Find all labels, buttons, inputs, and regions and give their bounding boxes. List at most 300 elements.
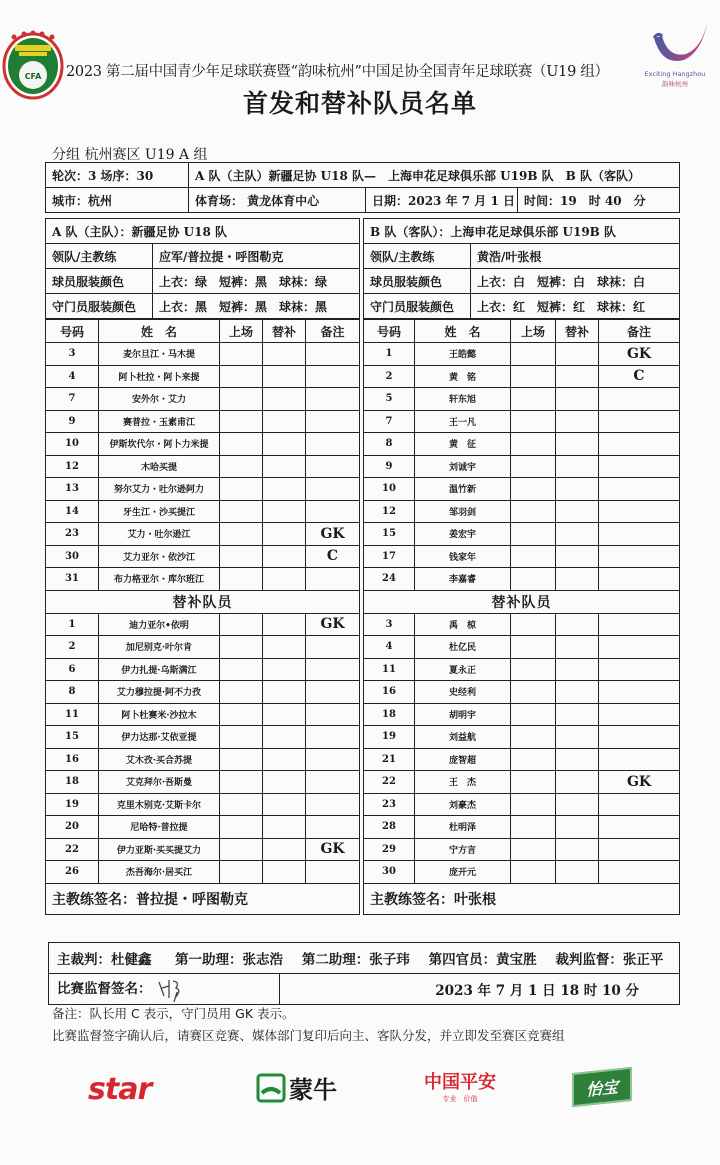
played-cell	[220, 388, 263, 411]
substitute-cell	[556, 343, 599, 366]
remark-cell	[599, 410, 680, 433]
team-a-section	[45, 218, 360, 915]
notes	[52, 1003, 565, 1047]
substitute-cell	[263, 861, 306, 884]
team-a-title: A 队（主队）：新疆足协 U18 队	[46, 219, 360, 244]
substitute-cell	[556, 523, 599, 546]
player-row	[364, 726, 680, 749]
player-number: 8	[364, 433, 415, 456]
played-cell	[511, 500, 556, 523]
player-name: 王一凡	[415, 410, 511, 433]
player-name: 邹羽剑	[415, 500, 511, 523]
remark-cell	[306, 726, 360, 749]
player-row	[46, 455, 360, 478]
group-label: 分组 杭州赛区 U19 A 组	[52, 147, 208, 163]
substitute-cell	[556, 613, 599, 636]
played-cell	[220, 861, 263, 884]
col-number: 号码	[46, 320, 99, 343]
commissioner-label: 比赛监督签名：	[57, 981, 152, 997]
remark-cell: GK	[599, 343, 680, 366]
remark-cell	[306, 793, 360, 816]
played-cell	[220, 613, 263, 636]
remark-cell: GK	[599, 771, 680, 794]
substitute-cell	[556, 388, 599, 411]
played-cell	[220, 681, 263, 704]
substitute-cell	[556, 545, 599, 568]
player-row	[46, 613, 360, 636]
player-name: 李嘉睿	[415, 568, 511, 591]
player-number: 19	[364, 726, 415, 749]
substitute-cell	[556, 433, 599, 456]
player-name: 庞智超	[415, 748, 511, 771]
substitute-cell	[556, 816, 599, 839]
player-name: 温竹新	[415, 478, 511, 501]
player-number: 7	[364, 410, 415, 433]
svg-text:CFA: CFA	[24, 72, 42, 81]
player-name: 黄 铭	[415, 365, 511, 388]
remark-cell	[599, 838, 680, 861]
player-row	[46, 838, 360, 861]
player-row	[46, 726, 360, 749]
player-row	[46, 703, 360, 726]
player-number: 3	[364, 613, 415, 636]
col-remark: 备注	[599, 320, 680, 343]
remark-cell: C	[306, 545, 360, 568]
played-cell	[511, 681, 556, 704]
team-b-gk-kit-label: 守门员服装颜色	[364, 294, 471, 319]
remark-cell	[599, 613, 680, 636]
player-row	[364, 793, 680, 816]
substitute-cell	[263, 703, 306, 726]
played-cell	[220, 365, 263, 388]
player-row	[364, 433, 680, 456]
player-number: 10	[46, 433, 99, 456]
played-cell	[511, 388, 556, 411]
substitute-cell	[556, 793, 599, 816]
player-name: 刘益航	[415, 726, 511, 749]
team-a-kit-label: 球员服装颜色	[46, 269, 153, 294]
date-cell: 日期：2023 年 7 月 1 日	[366, 188, 518, 213]
remark-cell	[599, 388, 680, 411]
note-line: 备注：队长用 C 表示，守门员用 GK 表示。	[52, 1006, 295, 1021]
player-name: 夏永正	[415, 658, 511, 681]
remark-cell	[306, 478, 360, 501]
team-a-kit-value: 上衣：绿 短裤：黑 球袜：绿	[153, 269, 360, 294]
remark-cell	[306, 816, 360, 839]
stadium-cell: 体育场： 黄龙体育中心	[189, 188, 366, 213]
substitute-cell	[556, 636, 599, 659]
remark-cell	[599, 658, 680, 681]
played-cell	[511, 793, 556, 816]
player-name: 姜宏宇	[415, 523, 511, 546]
played-cell	[511, 478, 556, 501]
substitute-cell	[263, 343, 306, 366]
player-name: 艾木孜·买合苏提	[99, 748, 220, 771]
player-row	[364, 636, 680, 659]
played-cell	[511, 365, 556, 388]
substitute-cell	[263, 771, 306, 794]
star-logo: star	[88, 1072, 152, 1107]
played-cell	[511, 816, 556, 839]
substitute-cell	[556, 455, 599, 478]
player-number: 11	[46, 703, 99, 726]
substitute-cell	[556, 365, 599, 388]
team-b-gk-kit-value: 上衣：红 短裤：红 球袜：红	[471, 294, 680, 319]
remark-cell	[306, 388, 360, 411]
substitute-cell	[556, 861, 599, 884]
player-row	[46, 568, 360, 591]
substitute-cell	[556, 726, 599, 749]
remark-cell	[599, 568, 680, 591]
player-number: 30	[364, 861, 415, 884]
substitute-cell	[556, 410, 599, 433]
player-number: 8	[46, 681, 99, 704]
referee-assessor: 裁判监督：张正平	[555, 952, 664, 968]
player-number: 28	[364, 816, 415, 839]
played-cell	[220, 838, 263, 861]
remark-cell	[306, 681, 360, 704]
player-name: 伊力扎提·乌斯满江	[99, 658, 220, 681]
player-name: 尼哈特·普拉提	[99, 816, 220, 839]
substitute-cell	[263, 636, 306, 659]
remark-cell	[599, 861, 680, 884]
remark-cell	[599, 636, 680, 659]
player-number: 26	[46, 861, 99, 884]
player-name: 王 杰	[415, 771, 511, 794]
player-row	[364, 343, 680, 366]
substitute-cell	[556, 681, 599, 704]
player-number: 1	[46, 613, 99, 636]
remark-cell	[306, 703, 360, 726]
player-row	[46, 388, 360, 411]
substitute-cell	[556, 658, 599, 681]
player-row	[46, 433, 360, 456]
player-number: 4	[46, 365, 99, 388]
remark-cell	[599, 500, 680, 523]
player-row	[364, 410, 680, 433]
played-cell	[220, 478, 263, 501]
remark-cell	[599, 523, 680, 546]
match-info-table	[45, 162, 680, 213]
substitute-cell	[263, 838, 306, 861]
player-number: 20	[46, 816, 99, 839]
player-row	[364, 703, 680, 726]
player-name: 钱家年	[415, 545, 511, 568]
played-cell	[220, 658, 263, 681]
remark-cell	[599, 433, 680, 456]
mengniu-icon	[256, 1073, 286, 1103]
team-a-gk-kit-label: 守门员服装颜色	[46, 294, 153, 319]
player-number: 5	[364, 388, 415, 411]
player-number: 9	[364, 455, 415, 478]
substitute-cell	[263, 613, 306, 636]
played-cell	[511, 343, 556, 366]
player-number: 29	[364, 838, 415, 861]
player-name: 加尼别克·叶尔肯	[99, 636, 220, 659]
mengniu-text: 蒙牛	[289, 1076, 337, 1104]
team-a-coach-signature: 主教练签名：普拉提・呼图勒克	[46, 883, 360, 914]
substitute-cell	[263, 523, 306, 546]
played-cell	[220, 771, 263, 794]
player-name: 王皓懿	[415, 343, 511, 366]
played-cell	[511, 726, 556, 749]
played-cell	[220, 455, 263, 478]
yibao-text: 怡宝	[585, 1076, 618, 1100]
player-number: 12	[46, 455, 99, 478]
col-played: 上场	[511, 320, 556, 343]
player-name: 庞开元	[415, 861, 511, 884]
remark-cell	[599, 726, 680, 749]
pingan-text: 中国平安	[424, 1072, 496, 1093]
player-row	[364, 838, 680, 861]
substitute-cell	[556, 500, 599, 523]
played-cell	[511, 613, 556, 636]
player-row	[46, 545, 360, 568]
player-row	[46, 365, 360, 388]
player-number: 7	[46, 388, 99, 411]
substitute-cell	[556, 478, 599, 501]
col-substitute: 替补	[263, 320, 306, 343]
substitute-cell	[263, 365, 306, 388]
remark-cell	[306, 433, 360, 456]
pingan-logo	[420, 1068, 500, 1104]
substitute-cell	[263, 793, 306, 816]
team-a-gk-kit-value: 上衣：黑 短裤：黑 球袜：黑	[153, 294, 360, 319]
remark-cell	[599, 545, 680, 568]
player-number: 30	[46, 545, 99, 568]
sponsor-bar	[0, 1060, 720, 1120]
referee: 主裁判：杜健鑫	[57, 952, 152, 968]
played-cell	[220, 545, 263, 568]
col-name: 姓 名	[99, 320, 220, 343]
fourth-official: 第四官员：黄宝胜	[428, 952, 537, 968]
player-number: 11	[364, 658, 415, 681]
player-name: 赛普拉・玉素甫江	[99, 410, 220, 433]
assistant-1: 第一助理：张志浩	[175, 952, 283, 968]
player-number: 12	[364, 500, 415, 523]
col-name: 姓 名	[415, 320, 511, 343]
remark-cell	[306, 748, 360, 771]
played-cell	[511, 771, 556, 794]
player-number: 9	[46, 410, 99, 433]
player-row	[364, 455, 680, 478]
player-name: 木哈买提	[99, 455, 220, 478]
player-number: 18	[46, 771, 99, 794]
player-number: 17	[364, 545, 415, 568]
player-row	[364, 861, 680, 884]
player-name: 宁方言	[415, 838, 511, 861]
remark-cell	[599, 793, 680, 816]
substitute-cell	[556, 703, 599, 726]
player-row	[364, 748, 680, 771]
played-cell	[220, 816, 263, 839]
col-played: 上场	[220, 320, 263, 343]
remark-cell	[599, 478, 680, 501]
player-name: 伊力亚斯·买买提艾力	[99, 838, 220, 861]
player-row	[46, 500, 360, 523]
player-number: 21	[364, 748, 415, 771]
remark-cell	[306, 343, 360, 366]
player-name: 阿卜杜拉・阿卜来提	[99, 365, 220, 388]
substitute-cell	[556, 568, 599, 591]
played-cell	[511, 748, 556, 771]
substitute-cell	[263, 658, 306, 681]
round-cell: 轮次：3 场序：30	[46, 163, 189, 188]
officials-table	[48, 942, 680, 1005]
substitute-cell	[556, 748, 599, 771]
player-row	[364, 388, 680, 411]
team-b-kit-value: 上衣：白 短裤：白 球袜：白	[471, 269, 680, 294]
player-row	[364, 681, 680, 704]
player-number: 2	[364, 365, 415, 388]
player-name: 杜亿民	[415, 636, 511, 659]
player-row	[364, 816, 680, 839]
team-b-leader-label: 领队/主教练	[364, 244, 471, 269]
substitute-cell	[556, 771, 599, 794]
player-number: 3	[46, 343, 99, 366]
remark-cell: C	[599, 365, 680, 388]
played-cell	[511, 658, 556, 681]
player-name: 牙生江・沙买提江	[99, 500, 220, 523]
substitute-cell	[263, 545, 306, 568]
remark-cell	[306, 410, 360, 433]
played-cell	[511, 636, 556, 659]
player-row	[364, 568, 680, 591]
player-name: 麦尔旦江・马木提	[99, 343, 220, 366]
player-row	[364, 500, 680, 523]
remark-cell: GK	[306, 838, 360, 861]
remark-cell	[306, 500, 360, 523]
city-cell: 城市：杭州	[46, 188, 189, 213]
player-number: 16	[364, 681, 415, 704]
event-title: 2023 第二届中国青少年足球联赛暨“韵味杭州”中国足协全国青年足球联赛（U19 组）	[66, 64, 609, 80]
played-cell	[220, 410, 263, 433]
substitute-cell	[263, 433, 306, 456]
substitute-cell	[263, 500, 306, 523]
player-name: 迪力亚尔•依明	[99, 613, 220, 636]
player-row	[364, 658, 680, 681]
player-name: 黄 征	[415, 433, 511, 456]
player-number: 18	[364, 703, 415, 726]
player-name: 伊斯坎代尔・阿卜力米提	[99, 433, 220, 456]
played-cell	[220, 703, 263, 726]
player-name: 轩东旭	[415, 388, 511, 411]
played-cell	[511, 838, 556, 861]
remark-cell	[306, 658, 360, 681]
player-number: 15	[46, 726, 99, 749]
player-name: 刘豪杰	[415, 793, 511, 816]
substitute-cell	[263, 726, 306, 749]
played-cell	[511, 523, 556, 546]
played-cell	[220, 568, 263, 591]
remark-cell: GK	[306, 613, 360, 636]
signed-at: 2023 年 7 月 1 日 18 时 10 分	[280, 974, 680, 1005]
substitute-cell	[263, 388, 306, 411]
remark-cell	[306, 365, 360, 388]
player-row	[364, 523, 680, 546]
remark-cell	[599, 748, 680, 771]
player-name: 布力格亚尔・库尔班江	[99, 568, 220, 591]
team-b-info	[363, 218, 680, 319]
player-name: 伊力达那·艾依亚提	[99, 726, 220, 749]
substitute-cell	[263, 568, 306, 591]
remark-cell	[306, 636, 360, 659]
remark-cell: GK	[306, 523, 360, 546]
pingan-tagline: 专业 价值	[442, 1095, 478, 1103]
player-name: 杰吾海尔·居买江	[99, 861, 220, 884]
player-name: 阿卜杜赛米·沙拉木	[99, 703, 220, 726]
player-row	[364, 478, 680, 501]
player-number: 1	[364, 343, 415, 366]
player-name: 禹 椋	[415, 613, 511, 636]
yibao-logo	[572, 1067, 632, 1107]
team-b-section	[363, 218, 680, 915]
player-row	[364, 613, 680, 636]
remark-cell	[599, 703, 680, 726]
team-a-leader-label: 领队/主教练	[46, 244, 153, 269]
player-row	[364, 771, 680, 794]
player-number: 16	[46, 748, 99, 771]
played-cell	[220, 500, 263, 523]
played-cell	[511, 433, 556, 456]
player-number: 24	[364, 568, 415, 591]
player-name: 刘诚宇	[415, 455, 511, 478]
player-name: 艾克拜尔·吾斯曼	[99, 771, 220, 794]
played-cell	[511, 861, 556, 884]
played-cell	[220, 636, 263, 659]
player-name: 杜明泽	[415, 816, 511, 839]
team-a-leader-value: 应军/普拉提・呼图勒克	[153, 244, 360, 269]
col-remark: 备注	[306, 320, 360, 343]
player-row	[46, 523, 360, 546]
player-number: 13	[46, 478, 99, 501]
player-name: 史经利	[415, 681, 511, 704]
substitute-cell	[263, 681, 306, 704]
player-number: 4	[364, 636, 415, 659]
player-row	[364, 545, 680, 568]
remark-cell	[306, 771, 360, 794]
played-cell	[220, 523, 263, 546]
col-substitute: 替补	[556, 320, 599, 343]
player-name: 安外尔・艾力	[99, 388, 220, 411]
team-b-title: B 队（客队）：上海申花足球俱乐部 U19B 队	[364, 219, 680, 244]
player-number: 10	[364, 478, 415, 501]
logo-text-en: Exciting Hangzhou	[644, 70, 706, 78]
player-row	[46, 771, 360, 794]
remark-cell	[599, 455, 680, 478]
played-cell	[220, 748, 263, 771]
team-a-subs-title: 替补队员	[46, 590, 360, 613]
player-row	[46, 658, 360, 681]
player-number: 22	[364, 771, 415, 794]
remark-cell	[306, 568, 360, 591]
player-row	[46, 748, 360, 771]
player-row	[46, 410, 360, 433]
played-cell	[511, 703, 556, 726]
col-number: 号码	[364, 320, 415, 343]
substitute-cell	[263, 410, 306, 433]
played-cell	[511, 455, 556, 478]
mengniu-logo	[256, 1070, 337, 1105]
remark-cell	[306, 455, 360, 478]
remark-cell	[599, 681, 680, 704]
team-b-roster	[363, 319, 680, 915]
player-number: 2	[46, 636, 99, 659]
player-number: 23	[364, 793, 415, 816]
played-cell	[511, 545, 556, 568]
assistant-2: 第二助理：张子玮	[301, 952, 410, 968]
exciting-hangzhou-logo	[632, 8, 718, 93]
